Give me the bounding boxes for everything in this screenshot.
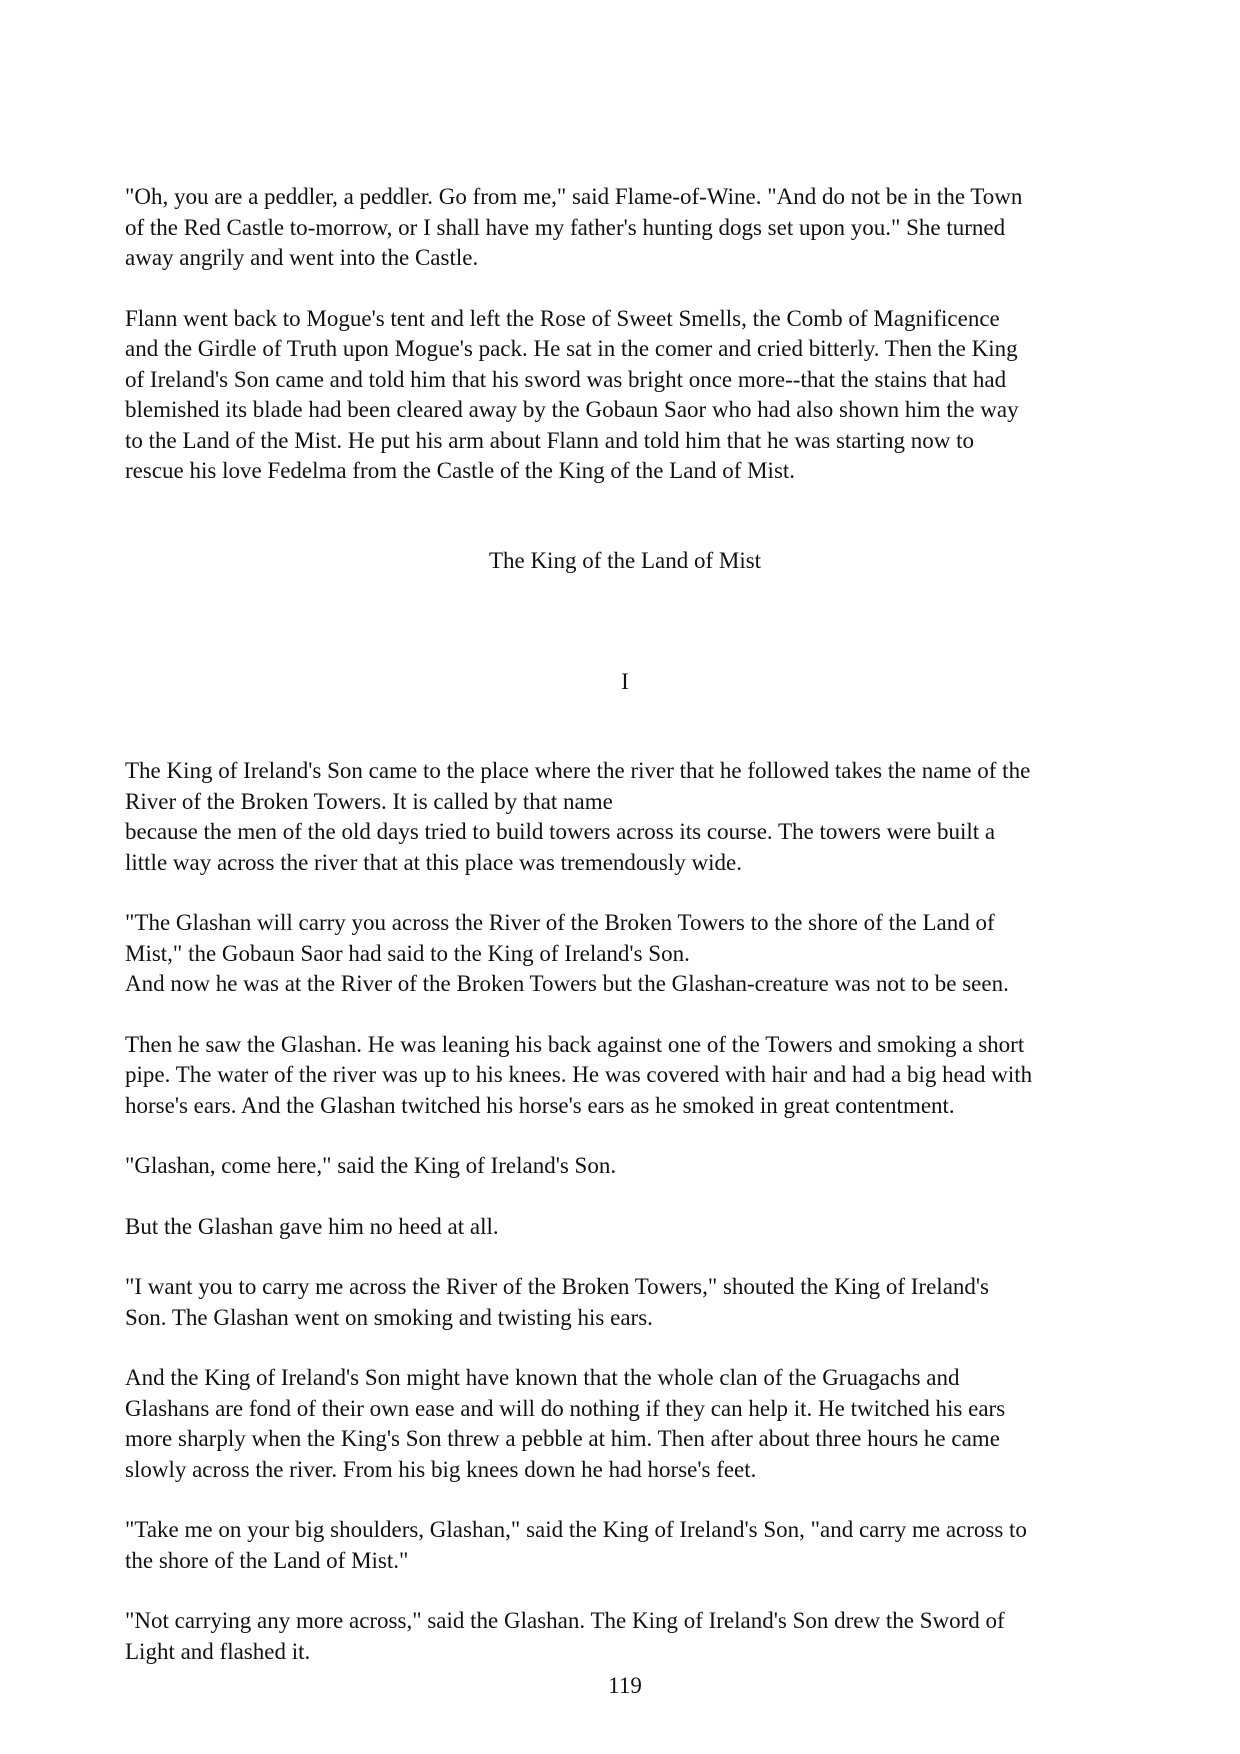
text-line: slowly across the river. From his big knees down he had horse's feet. [125, 1456, 757, 1482]
paragraph [125, 1030, 1125, 1122]
text-line: away angrily and went into the Castle. [125, 245, 479, 270]
top-text-block [125, 182, 1125, 517]
text-line: Then he saw the Glashan. He was leaning his back against one of the Towers and smoking a short [125, 1031, 1025, 1057]
text-line: Light and flashed it. [125, 1638, 311, 1664]
text-line: The King of Ireland's Son came to the place where the river that he followed takes the name of the [125, 758, 1031, 783]
page-number: 119 [608, 1673, 642, 1698]
text-line: River of the Broken Towers. It is called by that name [125, 788, 613, 814]
paragraph [125, 1515, 1125, 1576]
text-line: And now he was at the River of the Broken Towers but the Glashan-creature was not to be seen. [125, 971, 1009, 996]
text-line: pipe. The water of the river was up to his knees. He was covered with hair and had a big head with [125, 1062, 1033, 1087]
text-line: rescue his love Fedelma from the Castle of the King of the Land of Mist. [125, 458, 796, 483]
paragraph [125, 1363, 1125, 1485]
text-line: "Take me on your big shoulders, Glashan," said the King of Ireland's Son, "and carry me across to [125, 1517, 1027, 1542]
paragraph [125, 1272, 1125, 1333]
text-line: "Oh, you are a peddler, a peddler. Go from me," said Flame-of-Wine. "And do not be in the Town [125, 184, 1023, 209]
paragraph [125, 1212, 1125, 1243]
paragraph [125, 182, 1125, 274]
section-number: I [621, 669, 629, 694]
text-line: more sharply when the King's Son threw a pebble at him. Then after about three hours he came [125, 1426, 1000, 1451]
paragraph [125, 1606, 1125, 1667]
text-line: "I want you to carry me across the River of the Broken Towers," shouted the King of Ireland's [125, 1274, 989, 1299]
text-line: and the Girdle of Truth upon Mogue's pack. He sat in the comer and cried bitterly. Then the King [125, 336, 1018, 361]
chapter-title: The King of the Land of Mist [488, 548, 762, 573]
text-line: But the Glashan gave him no heed at all. [125, 1213, 499, 1239]
paragraph [125, 908, 1125, 1000]
body-text-block [125, 756, 1125, 1697]
text-line: the shore of the Land of Mist." [125, 1547, 409, 1573]
paragraph [125, 1151, 1125, 1182]
text-line: "Not carrying any more across," said the Glashan. The King of Ireland's Son drew the Sword of [125, 1608, 1005, 1633]
text-line: to the Land of the Mist. He put his arm about Flann and told him that he was starting now to [125, 427, 974, 453]
text-line: of Ireland's Son came and told him that his sword was bright once more--that the stains that had [125, 366, 1007, 392]
text-line: blemished its blade had been cleared away by the Gobaun Saor who had also shown him the way [125, 397, 1019, 422]
paragraph [125, 304, 1125, 487]
text-line: Glashans are fond of their own ease and will do nothing if they can help it. He twitched his ears [125, 1395, 1006, 1421]
paragraph [125, 756, 1125, 878]
text-line: Flann went back to Mogue's tent and left the Rose of Sweet Smells, the Comb of Magnificence [125, 305, 1000, 331]
text-line: "The Glashan will carry you across the River of the Broken Towers to the shore of the Land of [125, 910, 995, 935]
text-line: "Glashan, come here," said the King of Ireland's Son. [125, 1153, 617, 1178]
text-line: of the Red Castle to-morrow, or I shall have my father's hunting dogs set upon you." She turned [125, 214, 1006, 240]
text-line: because the men of the old days tried to build towers across its course. The towers were built a [125, 819, 996, 844]
text-line: little way across the river that at this place was tremendously wide. [125, 849, 742, 875]
text-line: Son. The Glashan went on smoking and twisting his ears. [125, 1304, 653, 1330]
text-line: And the King of Ireland's Son might have known that the whole clan of the Gruagachs and [125, 1365, 960, 1390]
text-line: Mist," the Gobaun Saor had said to the King of Ireland's Son. [125, 940, 690, 966]
text-line: horse's ears. And the Glashan twitched his horse's ears as he smoked in great contentment. [125, 1092, 955, 1118]
